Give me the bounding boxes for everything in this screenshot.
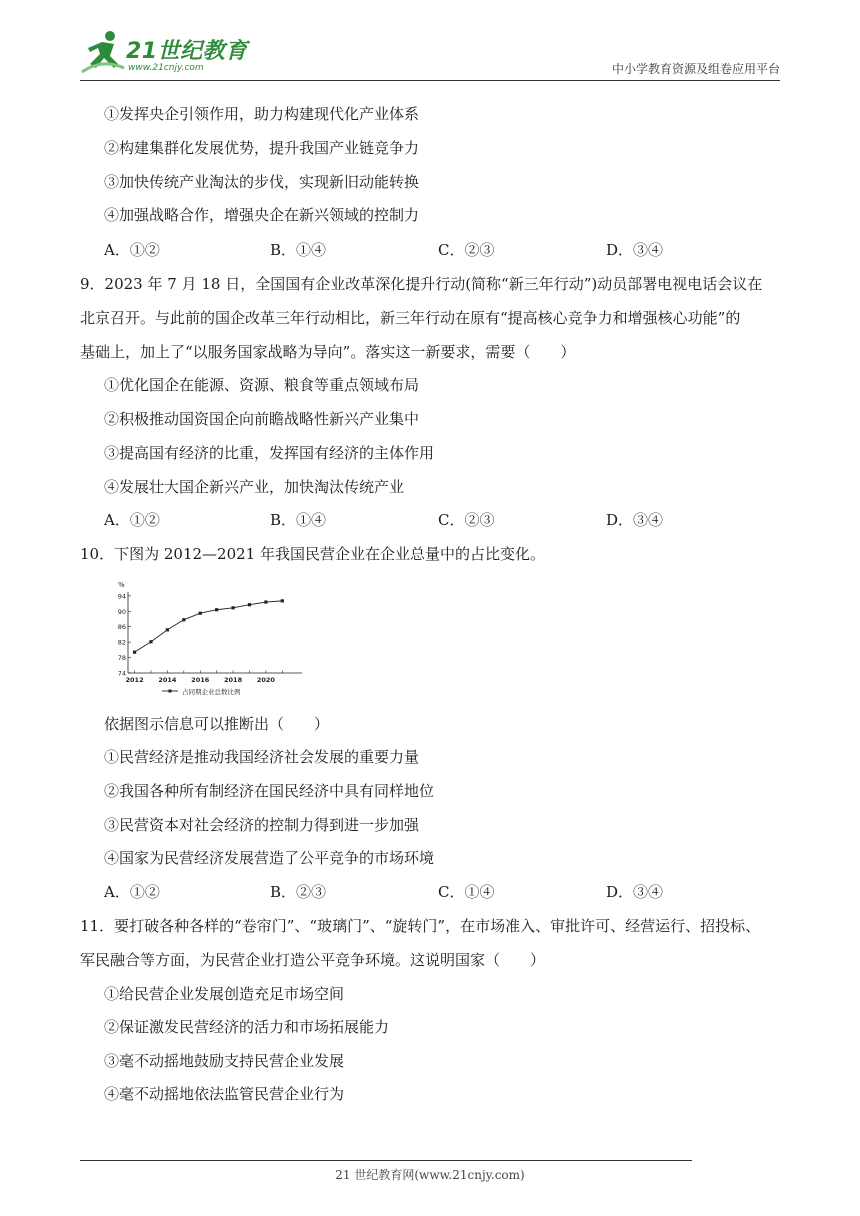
q9-stem-line-1: 9．2023 年 7 月 18 日，全国国有企业改革深化提升行动(简称“新三年行动”)动员部署电视电话会议在	[80, 275, 763, 293]
site-logo[interactable]	[80, 28, 250, 78]
x-tick-label: 2018	[224, 676, 243, 684]
q8-item-1: ①发挥央企引领作用，助力构建现代化产业体系	[104, 105, 420, 123]
q8-option-c[interactable]: C．②③	[438, 241, 495, 259]
y-tick-label: 90	[117, 607, 126, 616]
q10-item-4: ④国家为民营经济发展营造了公平竞争的市场环境	[104, 849, 435, 867]
x-tick-label: 2016	[191, 676, 210, 684]
footer-divider	[80, 1160, 692, 1161]
data-point	[248, 603, 251, 606]
q9-item-1: ①优化国企在能源、资源、粮食等重点领域布局	[104, 376, 420, 394]
q9-option-b[interactable]: B．①④	[270, 511, 327, 529]
q8-item-2: ②构建集群化发展优势，提升我国产业链竞争力	[104, 139, 420, 157]
q10-option-b[interactable]: B．②③	[270, 883, 327, 901]
series-line	[135, 601, 283, 652]
runner-logo-icon	[80, 28, 126, 76]
q10-item-3: ③民营资本对社会经济的控制力得到进一步加强	[104, 816, 420, 834]
logo-text: 21世纪教育	[126, 39, 248, 64]
y-axis-unit: %	[118, 581, 125, 589]
header-divider	[80, 80, 780, 81]
q11-item-4: ④毫不动摇地依法监管民营企业行为	[104, 1085, 345, 1103]
q9-option-d[interactable]: D．③④	[606, 511, 664, 529]
q9-stem-line-3: 基础上，加上了“以服务国家战略为导向”。落实这一新要求，需要（ ）	[80, 343, 576, 361]
q10-item-1: ①民营经济是推动我国经济社会发展的重要力量	[104, 748, 420, 766]
q11-stem-line-1: 11．要打破各种各样的“卷帘门”、“玻璃门”、“旋转门”，在市场准入、审批许可、经营运行、招投标、	[80, 917, 761, 935]
q9-option-a[interactable]: A．①②	[104, 511, 160, 529]
page-header	[80, 28, 780, 80]
q8-option-d[interactable]: D．③④	[606, 241, 664, 259]
data-point	[264, 600, 267, 603]
q9-option-c[interactable]: C．②③	[438, 511, 495, 529]
q11-item-3: ③毫不动摇地鼓励支持民营企业发展	[104, 1052, 345, 1070]
y-tick-label: 74	[117, 669, 126, 678]
q10-line-chart	[112, 578, 308, 700]
y-tick-label: 82	[117, 638, 126, 647]
q11-item-2: ②保证激发民营经济的活力和市场拓展能力	[104, 1018, 390, 1036]
footer-text: 21 世纪教育网(www.21cnjy.com)	[335, 1168, 525, 1182]
data-point	[149, 640, 152, 643]
q11-stem-line-2: 军民融合等方面，为民营企业打造公平竞争环境。这说明国家（ ）	[80, 951, 546, 969]
legend-label: 占同期企业总数比例	[182, 688, 241, 696]
data-point	[182, 618, 185, 621]
q8-option-b[interactable]: B．①④	[270, 241, 327, 259]
data-point	[281, 599, 284, 602]
data-point	[199, 612, 202, 615]
y-tick-label: 78	[117, 654, 126, 663]
data-point	[166, 628, 169, 631]
q9-item-4: ④发展壮大国企新兴产业，加快淘汰传统产业	[104, 478, 405, 496]
q10-option-a[interactable]: A．①②	[104, 883, 160, 901]
y-tick-label: 86	[117, 623, 126, 632]
data-point	[231, 606, 234, 609]
q10-option-c[interactable]: C．①④	[438, 883, 495, 901]
q11-item-1: ①给民营企业发展创造充足市场空间	[104, 985, 345, 1003]
x-tick-label: 2012	[125, 676, 144, 684]
logo-url: www.21cnjy.com	[128, 63, 204, 73]
data-point	[215, 608, 218, 611]
q9-stem-line-2: 北京召开。与此前的国企改革三年行动相比，新三年行动在原有“提高核心竞争力和增强核心功能”的	[80, 309, 741, 327]
x-tick-label: 2014	[158, 676, 177, 684]
header-platform-text: 中小学教育资源及组卷应用平台	[611, 62, 780, 76]
chart-legend	[162, 687, 241, 696]
q10-stem: 10．下图为 2012—2021 年我国民营企业在企业总量中的占比变化。	[80, 545, 545, 563]
data-point	[133, 651, 136, 654]
x-tick-label: 2020	[256, 676, 275, 684]
y-tick-label: 94	[117, 592, 126, 601]
legend-point-marker	[169, 690, 172, 693]
q8-item-4: ④加强战略合作，增强央企在新兴领域的控制力	[104, 206, 420, 224]
q10-item-2: ②我国各种所有制经济在国民经济中具有同样地位	[104, 782, 435, 800]
q8-item-3: ③加快传统产业淘汰的步伐，实现新旧动能转换	[104, 173, 420, 191]
q8-option-a[interactable]: A．①②	[104, 241, 160, 259]
q10-option-d[interactable]: D．③④	[606, 883, 664, 901]
q10-prompt: 依据图示信息可以推断出（ ）	[104, 715, 330, 733]
q9-item-3: ③提高国有经济的比重，发挥国有经济的主体作用	[104, 444, 435, 462]
q9-item-2: ②积极推动国资国企向前瞻战略性新兴产业集中	[104, 410, 420, 428]
